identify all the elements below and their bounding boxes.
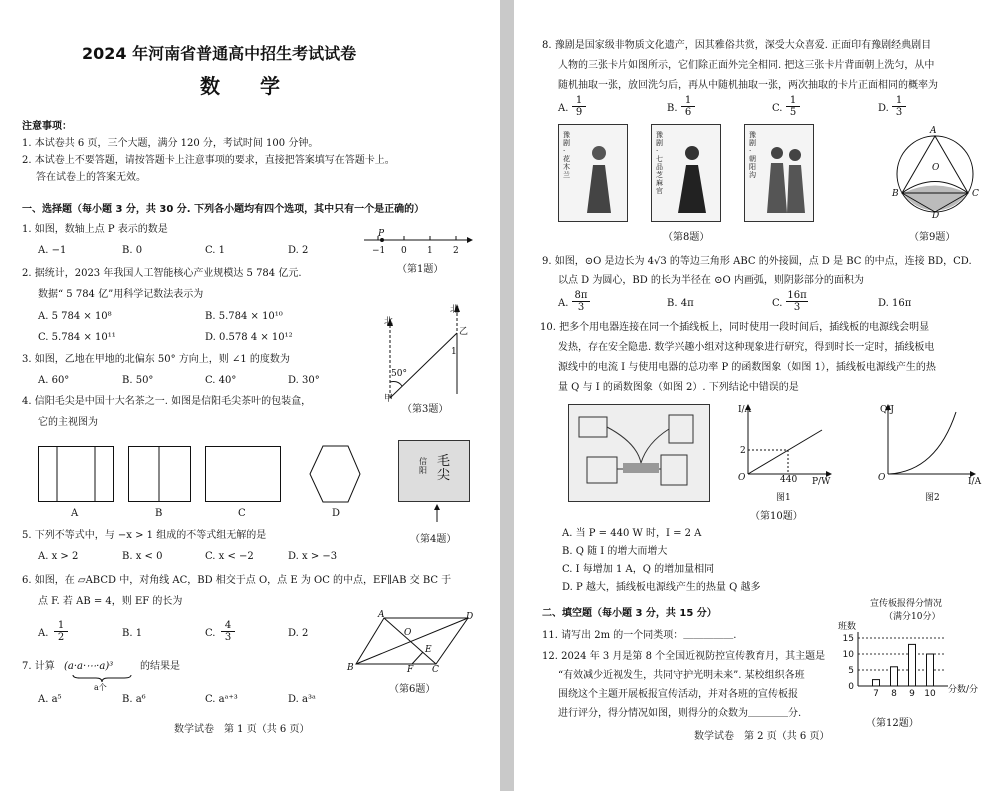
option: C. (205, 628, 216, 639)
question-text: 9. 如图，⊙O 是边长为 4√3 的等边三角形 ABC 的外接圆，点 D 是 BC 的中点，连接 BD，CD. (542, 256, 972, 267)
chart-ylabel: 班数 (838, 622, 857, 632)
bar (891, 667, 898, 686)
figure-caption: （第6题） (389, 684, 436, 695)
place-label: 乙 (459, 327, 469, 337)
vertex-label: A (930, 126, 937, 136)
option: A. (38, 628, 49, 639)
option: C. 1 (205, 245, 226, 256)
option: A. 5 784 × 10⁸ (38, 311, 112, 322)
axis-origin: O (878, 473, 886, 483)
fraction: $\frac{1}{6}$ (681, 95, 695, 118)
card-label: 豫剧·花木兰 (563, 131, 570, 179)
exam-title: 2024 年河南省普通高中招生考试试卷 (82, 44, 357, 63)
option: D. (878, 103, 889, 114)
vertex-label: O (404, 628, 412, 638)
section-heading: 二、填空题（每小题 3 分，共 15 分） (542, 608, 717, 619)
option: A (71, 508, 79, 519)
y-tick-label: 5 (848, 666, 854, 676)
north-label: 北 (450, 305, 460, 315)
bar (927, 654, 934, 686)
fraction: $\frac{1}{2}$ (54, 620, 68, 643)
option: B. 4π (667, 298, 694, 309)
tea-box-brand: 毛尖 (437, 454, 451, 483)
axis-label: I/A (968, 477, 982, 487)
tick-label: 2 (740, 446, 746, 456)
question-text: 数据“ 5 784 亿”用科学记数法表示为 (38, 289, 204, 300)
question-text: “有效减少近视发生，共同守护光明未来”. 某校组织各班 (558, 670, 805, 681)
chart-title: 宣传板报得分情况 (870, 599, 943, 609)
vertex-label: F (407, 665, 414, 675)
exam-page-1 (0, 0, 500, 791)
notice-line: 答在试卷上的答案无效。 (36, 172, 146, 183)
notice-line: 1. 本试卷共 6 页，三个大题，满分 120 分，考试时间 100 分钟。 (22, 138, 319, 149)
option: D. 30° (288, 375, 320, 386)
figure-caption: （第10题） (750, 511, 803, 522)
angle-label: 50° (391, 369, 407, 379)
question-text: 源线中的电流 I 与使用电器的总功率 P 的函数图象（如图 1），插线板电源线产生的热 (558, 362, 936, 373)
question-text: 8. 豫剧是国家级非物质文化遗产，因其雅俗共赏，深受大众喜爱. 正面印有豫剧经典剧目 (542, 40, 932, 51)
option: C. (772, 103, 783, 114)
fraction: $\frac{4}{3}$ (221, 620, 235, 643)
bar (909, 644, 916, 686)
vertex-label: D (932, 211, 940, 221)
question-text: 11. 请写出 2m 的一个同类项：＿＿＿＿＿. (542, 630, 737, 641)
axis-label: Q/J (880, 405, 895, 415)
option: B. a⁶ (122, 694, 146, 705)
option: B. x < 0 (122, 551, 163, 562)
option: C (238, 508, 246, 519)
vertex-label: E (425, 645, 432, 655)
x-tick-label: 8 (891, 689, 897, 699)
option: C. 5.784 × 10¹¹ (38, 332, 116, 343)
subject-title: 数 学 (200, 74, 280, 98)
question-text: 发热，存在安全隐患. 数学兴趣小组对这种现象进行研究，得到时长一定时，插线板电 (558, 342, 935, 353)
place-label: 甲 (384, 394, 394, 404)
option: B. Q 随 I 的增大而增大 (562, 546, 668, 557)
fraction: $\frac{1}{9}$ (572, 95, 586, 118)
vertex-label: B (892, 189, 899, 199)
fraction: $\frac{1}{3}$ (892, 95, 906, 118)
option: A. 当 P = 440 W 时，I = 2 A (562, 528, 702, 539)
parallelogram-figure (350, 612, 475, 672)
vertex-label: C (972, 189, 979, 199)
vertex-label: D (466, 612, 474, 622)
math-expression: (a·a·⋯·a)³ (64, 661, 114, 672)
underbrace (72, 674, 132, 682)
option: A. −1 (38, 245, 67, 256)
graph-caption: 图2 (925, 493, 940, 503)
tea-box-image (398, 440, 470, 502)
x-tick-label: 9 (909, 689, 915, 699)
chart-subtitle: （满分10分） (884, 612, 941, 622)
vertex-label: C (432, 665, 439, 675)
y-tick-label: 15 (842, 634, 854, 644)
option: A. x > 2 (38, 551, 79, 562)
option: D. 0.578 4 × 10¹² (205, 332, 293, 343)
arrow-icon (432, 504, 442, 522)
option: A. a⁵ (38, 694, 62, 705)
tick-label: 2 (453, 246, 459, 256)
section-heading: 一、选择题（每小题 3 分，共 30 分. 下列各小题均有四个选项，其中只有一个是正确的） (22, 204, 425, 215)
score-bar-chart (836, 630, 950, 700)
question-text: 10. 把多个用电器连接在同一个插线板上，同时使用一段时间后，插线板的电源线会明显 (540, 322, 930, 333)
underbrace-label: a个 (94, 683, 107, 692)
chart-xlabel: 分数/分 (948, 685, 979, 695)
option: B. 0 (122, 245, 143, 256)
appliances-image (568, 404, 710, 502)
figure-caption: （第8题） (663, 232, 710, 243)
figure-caption: （第4题） (410, 534, 457, 545)
question-text: 以点 D 为圆心，BD 的长为半径在 ⊙O 内画弧，则阴影部分的面积为 (558, 275, 864, 286)
page-footer: 数学试卷 第 2 页（共 6 页） (694, 731, 830, 742)
tick-label: 0 (401, 246, 407, 256)
figure-caption: （第3题） (402, 404, 449, 415)
question-text: 围绕这个主题开展板报宣传活动，并对各班的宣传板报 (558, 689, 798, 700)
fraction: $\frac{16\pi}{3}$ (787, 290, 807, 313)
x-tick-label: 7 (873, 689, 879, 699)
question-text: 5. 下列不等式中，与 −x > 1 组成的不等式组无解的是 (22, 530, 267, 541)
y-tick-label: 10 (842, 650, 854, 660)
opera-figure-icon (763, 143, 809, 215)
option: D. x > −3 (288, 551, 338, 562)
question-text: 2. 据统计，2023 年我国人工智能核心产业规模达 5 784 亿元. (22, 268, 302, 279)
question-text: 随机抽取一张，放回洗匀后，再从中随机抽取一张，两次抽取的卡片正面相同的概率为 (558, 80, 938, 91)
point-label: P (378, 229, 385, 239)
option: C. aᵃ⁺³ (205, 694, 238, 705)
circle-figure (889, 128, 989, 220)
option: C. x < −2 (205, 551, 254, 562)
question-text: 3. 如图，乙地在甲地的北偏东 50° 方向上，则 ∠1 的度数为 (22, 354, 290, 365)
tea-box-brand: 信阳 (419, 457, 427, 475)
option: B (155, 508, 163, 519)
option: D. a³ᵃ (288, 694, 316, 705)
question-text: 的结果是 (140, 661, 180, 672)
opera-figure-icon (672, 143, 712, 215)
option: D (332, 508, 341, 519)
opera-figure-icon (579, 143, 619, 215)
tick-label: 440 (780, 475, 798, 485)
option: C. 40° (205, 375, 237, 386)
figure-caption: （第9题） (909, 232, 956, 243)
question-text: 6. 如图，在 ▱ABCD 中，对角线 AC，BD 相交于点 O，点 E 为 OC 的中点，EF∥AB 交 BC 于 (22, 575, 452, 586)
tick-label: −1 (372, 246, 386, 256)
option: D. 16π (878, 298, 912, 309)
option: B. (667, 103, 678, 114)
vertex-label: O (932, 163, 940, 173)
question-text: 人物的三张卡片如图所示，它们除正面外完全相同. 把这三张卡片背面朝上洗匀，从中 (558, 60, 935, 71)
exam-page-2 (514, 0, 1005, 791)
opera-card[interactable] (744, 124, 814, 222)
option: D. 2 (288, 628, 309, 639)
question-text: 12. 2024 年 3 月是第 8 个全国近视防控宣传教育月，其主题是 (542, 651, 826, 662)
opera-card[interactable] (651, 124, 721, 222)
question-text: 4. 信阳毛尖是中国十大名茶之一. 如图是信阳毛尖茶叶的包装盒， (22, 396, 312, 407)
question-text: 量 Q 与 I 的函数图象（如图 2）. 下列结论中错误的是 (558, 382, 799, 393)
question-text: 进行评分，得分情况如图，则得分的众数为＿＿＿＿分. (558, 708, 802, 719)
y-tick-label: 0 (848, 682, 854, 692)
notice-heading: 注意事项： (22, 121, 72, 132)
option: B. 1 (122, 628, 143, 639)
angle-label: 1 (451, 347, 457, 357)
card-label: 豫剧·朝阳沟 (749, 131, 756, 179)
option: A. (558, 298, 569, 309)
x-tick-label: 10 (924, 689, 936, 699)
figure-caption: （第12题） (866, 718, 919, 729)
notice-line: 2. 本试卷上不要答题，请按答题卡上注意事项的要求，直接把答案填写在答题卡上。 (22, 155, 395, 166)
vertex-label: A (378, 610, 385, 620)
question-text: 1. 如图，数轴上点 P 表示的数是 (22, 224, 168, 235)
option: D. P 越大，插线板电源线产生的热量 Q 越多 (562, 582, 761, 593)
option: D. 2 (288, 245, 309, 256)
appliances-icon (577, 413, 701, 493)
vertex-label: B (347, 663, 354, 673)
question-text: 点 F. 若 AB = 4，则 EF 的长为 (38, 596, 183, 607)
option: A. 60° (38, 375, 70, 386)
question-text: 它的主视图为 (38, 417, 98, 428)
option: C. (772, 298, 783, 309)
axis-label: P/W (812, 477, 831, 487)
option: B. 5.784 × 10¹⁰ (205, 311, 283, 322)
card-label: 豫剧·七品芝麻官 (656, 131, 663, 195)
axis-label: I/A (738, 405, 752, 415)
view-options-figure (38, 446, 363, 506)
axis-origin: O (738, 473, 746, 483)
north-label: 北 (384, 317, 394, 327)
bar (873, 680, 880, 686)
page-footer: 数学试卷 第 1 页（共 6 页） (174, 724, 310, 735)
tick-label: 1 (427, 246, 433, 256)
option: A. (558, 103, 569, 114)
figure-caption: （第1题） (397, 264, 444, 275)
graph-caption: 图1 (776, 493, 791, 503)
option: C. I 每增加 1 A，Q 的增加量相同 (562, 564, 715, 575)
fraction: $\frac{8\pi}{3}$ (572, 290, 590, 313)
option: B. 50° (122, 375, 154, 386)
fraction: $\frac{1}{5}$ (786, 95, 800, 118)
question-text: 7. 计算 (22, 661, 55, 672)
opera-card[interactable] (558, 124, 628, 222)
